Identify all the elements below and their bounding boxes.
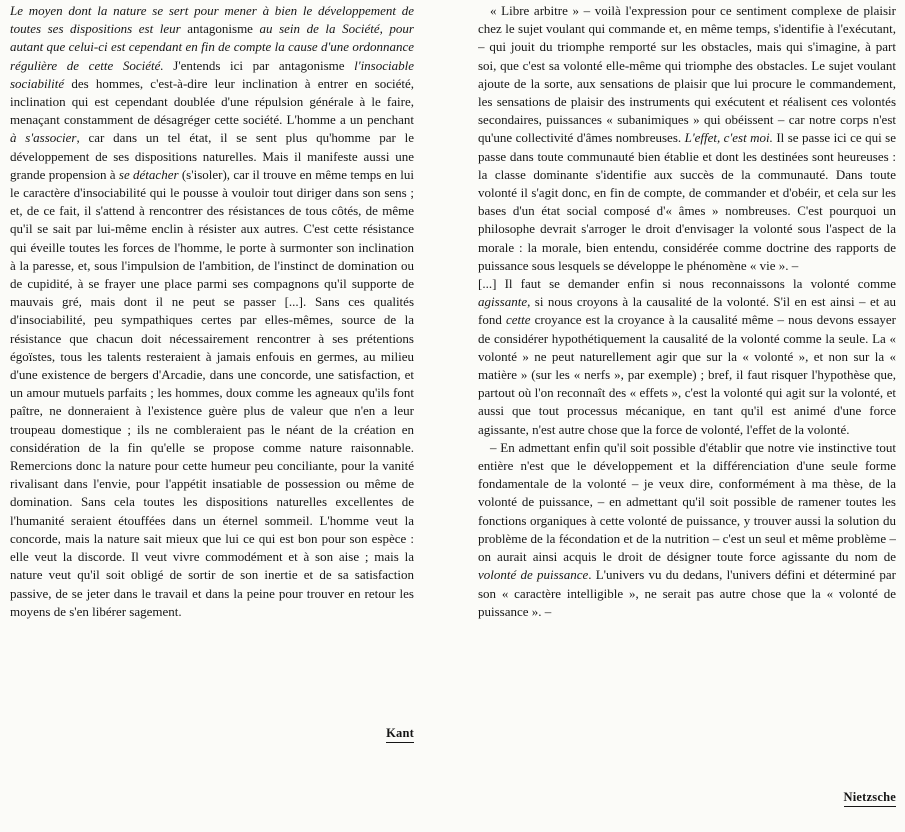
emphasis-text: L'effet, c'est moi.	[684, 130, 773, 146]
nietzsche-signature: Nietzsche	[844, 790, 896, 807]
emphasis-text: agissante	[478, 294, 528, 310]
nietzsche-paragraph-1: « Libre arbitre » – voilà l'expression pour ce sentiment complexe de plaisir chez le sujet voulant qui commande et, en même temps, s'identifie à l'exécutant, – qui jouit du triomphe remporté sur les obstacles, mais qui s'imagine, à part soi, que c'est sa volonté elle-même qui triomphe des obstacles. Le sujet voulant ajoute de la sorte, aux sensations de plaisir que lui procure le commandement, les sensations de plaisir des instruments qui exécutent et réalisent ces volontés secondaires, puissances « subanimiques » qui obéissent – car notre corps n'est qu'une collectivité d'âmes nombreuses. L'effet, c'est moi. Il se passe ici ce qui se passe dans toute communauté bien établie et dont les destinées sont heureuses : la classe dominante s'identifie aux succès de la communauté. Dans toute volonté il s'agit donc, en fin de compte, de commander et d'obéir, et cela sur les bases d'un état social composé d'« âmes » nombreuses. C'est pourquoi un philosophe devrait s'arroger le droit d'envisager la volonté sous l'aspect de la morale : la morale, bien entendu, considérée comme doctrine des rapports de puissance sous lesquels se développe le phénomène « vie ». –	[478, 3, 896, 273]
kant-paragraph: Le moyen dont la nature se sert pour mener à bien le développement de toutes ses dispositions est leur antagonisme au sein de la Société, pour autant que celui-ci est cependant en fin de compte la cause d'une ordonnance régulière de cette Société. J'entends ici par antagonisme l'insociable sociabilité des hommes, c'est-à-dire leur inclination à entrer en société, inclination qui est cependant doublée d'une répulsion générale à le faire, menaçant constamment de désagréger cette société. L'homme a un penchant à s'associer, car dans un tel état, il se sent plus qu'homme par le développement de ses dispositions naturelles. Mais il manifeste aussi une grande propension à se détacher (s'isoler), car il trouve en même temps en lui le caractère d'insociabilité qui le pousse à vouloir tout diriger dans son sens ; et, de ce fait, il s'attend à rencontrer des résistances de tous côtés, de même qu'il se sait par lui-même enclin à résister aux autres. C'est cette résistance qui éveille toutes les forces de l'homme, le porte à surmonter son inclination à la paresse, et, sous l'impulsion de l'ambition, de l'instinct de domination ou de cupidité, à se frayer une place parmi ses compagnons qu'il supporte de mauvais gré, mais dont il ne peut se passer [...]. Sans ces qualités d'insociabilité, peu sympathiques certes par elles-mêmes, source de la résistance que chacun doit nécessairement rencontrer à ses prétentions égoïstes, tous les talents resteraient à jamais enfouis en germes, au milieu d'une existence de bergers d'Arcadie, dans une concorde, une satisfaction, et un amour mutuels parfaits ; les hommes, doux comme les agneaux qu'ils font paître, ne donneraient à l'existence guère plus de valeur que n'en a leur troupeau domestique ; ils ne combleraient pas le néant de la création en considération de la fin qu'elle se propose comme nature raisonnable. Remercions donc la nature pour cette humeur peu conciliante, pour la vanité rivalisant dans l'envie, pour l'appétit insatiable de possession ou même de domination. Sans cela toutes les dispositions naturelles excellentes de l'humanité seraient étouffées dans un éternel sommeil. L'homme veut la concorde, mais la nature sait mieux que lui ce qui est bon pour son espèce : elle veut la discorde. Il veut vivre commodément et à son aise ; mais la nature veut qu'il soit obligé de sortir de son inertie et de sa satisfaction passive, de se jeter dans le travail et dans la peine pour trouver en retour les moyens de s'en libérer sagement.	[10, 3, 414, 619]
emphasis-text: au sein de la Société, pour autant que celui-ci est cependant en fin de compte la cause d'une ordonnance régulière de cette Société.	[10, 21, 414, 73]
kant-text	[10, 2, 414, 724]
nietzsche-text	[478, 2, 896, 772]
emphasis-text: cette	[505, 312, 531, 328]
emphasis-text: Le moyen dont la nature se sert pour mener à bien le développement de toutes ses dispositions est leur	[10, 3, 414, 37]
nietzsche-paragraph-2: [...] Il faut se demander enfin si nous reconnaissons la volonté comme agissante, si nous croyons à la causalité de la volonté. S'il en est ainsi – et au fond cette croyance est la croyance à la causalité même – nous devons essayer de considérer hypothétiquement la causalité de la volonté comme la seule. La « volonté » ne peut naturellement agir que sur la « volonté », et non sur la « matière » (sur les « nerfs », par exemple) ; bref, il faut risquer l'hypothèse que, partout où l'on reconnaît des « effets », c'est la volonté qui agit sur la volonté, et aussi que tout processus mécanique, en tant qu'il est animé d'une force agissante, n'est autre chose que la force de volonté, l'effet de la volonté.	[478, 276, 896, 437]
emphasis-text: volonté de puissance	[478, 567, 589, 583]
nietzsche-column	[478, 2, 896, 804]
nietzsche-paragraph-3: – En admettant enfin qu'il soit possible d'établir que notre vie instinctive tout entière n'est que le développement et la différenciation d'une seule forme fondamentale de la volonté – je veux dire, conformément à ma thèse, de la volonté de puissance, – en admettant qu'il soit possible de ramener toutes les fonctions organiques à cette volonté de puissance, y trouver aussi la solution du problème de la fécondation et de la nutrition – c'est un seul et même problème – on aurait ainsi acquis le droit de désigner toute force agissante du nom de volonté de puissance. L'univers vu du dedans, l'univers défini et déterminé par son « caractère intelligible », ne serait pas autre chose que la « volonté de puissance ». –	[478, 439, 896, 619]
kant-column	[10, 2, 414, 740]
kant-signature: Kant	[386, 726, 414, 743]
emphasis-text: l'insociable sociabilité	[10, 57, 414, 91]
emphasis-text: à s'associer	[10, 130, 77, 146]
emphasis-text: se détacher	[118, 166, 179, 182]
